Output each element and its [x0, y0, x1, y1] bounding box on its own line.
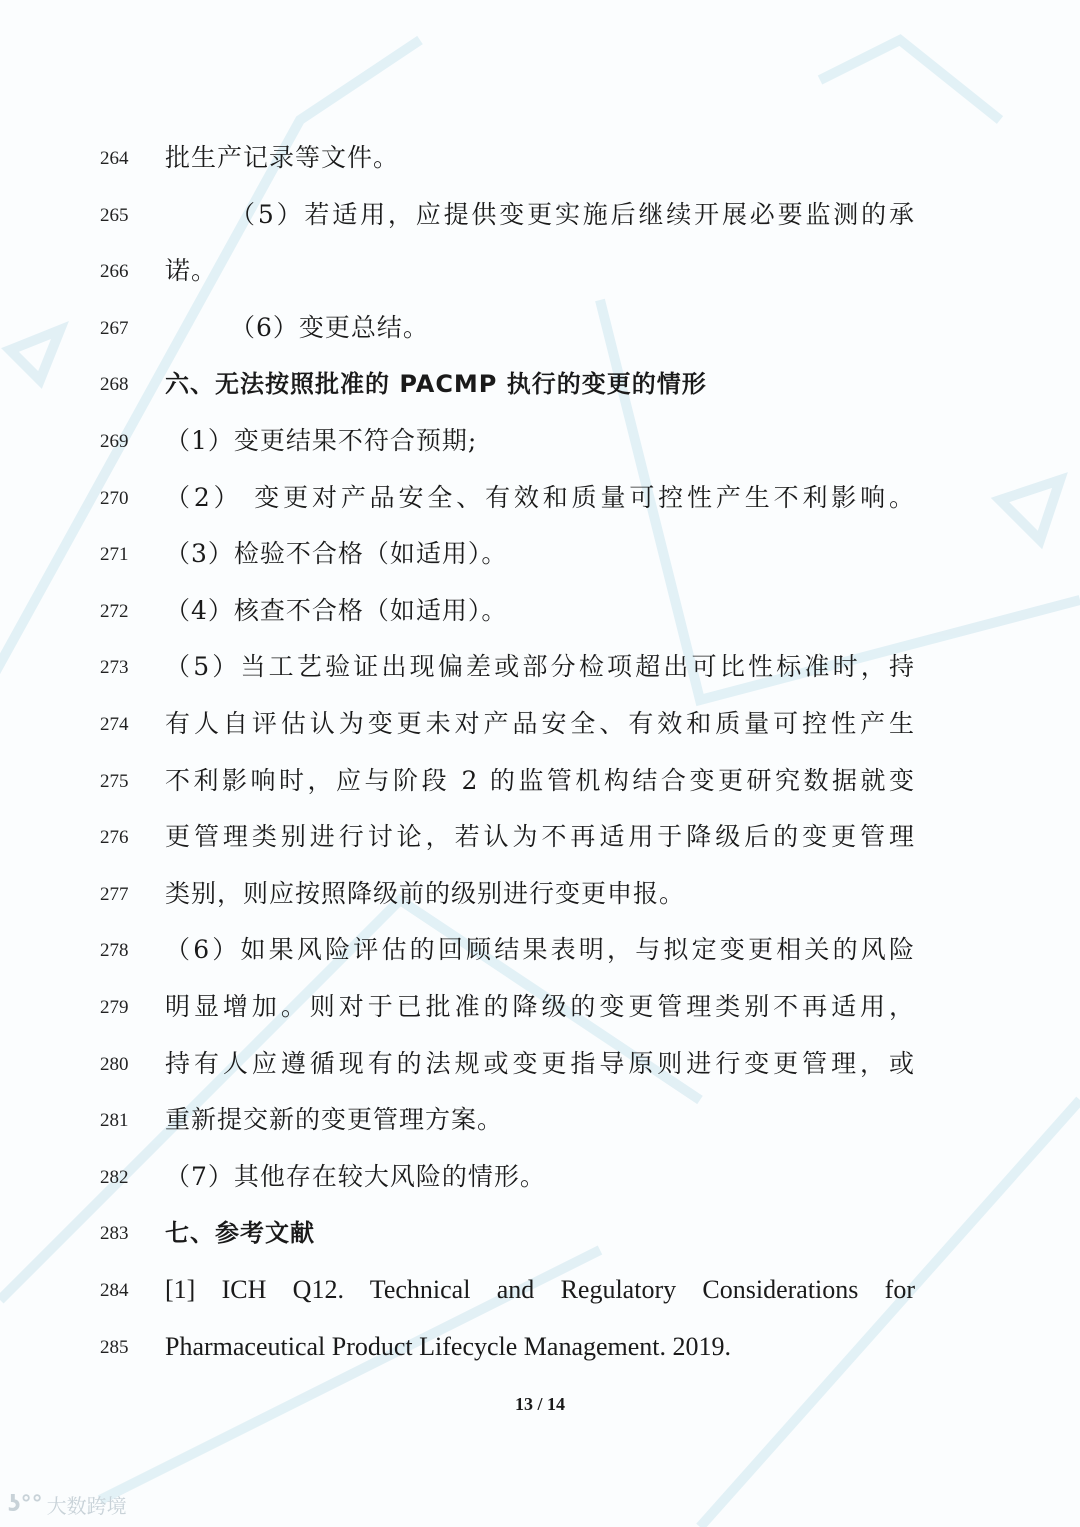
- text-line: [0, 649, 1080, 689]
- line-number: 271: [100, 544, 129, 566]
- line-text: 六、无法按照批准的 PACMP 执行的变更的情形: [165, 370, 707, 399]
- line-number: 265: [100, 204, 129, 226]
- line-number: 279: [100, 997, 129, 1018]
- line-number: 281: [100, 1110, 129, 1132]
- text-line: [0, 989, 1080, 1029]
- line-number: 273: [100, 657, 129, 679]
- line-number: 270: [100, 487, 129, 509]
- line-text: （3）检验不合格（如适用）。: [165, 539, 508, 569]
- text-line: [0, 932, 1080, 972]
- line-text: （2） 变更对产品安全、有效和质量可控性产生不利影响。: [165, 482, 915, 512]
- text-line: [0, 763, 1080, 803]
- line-number: 272: [100, 600, 129, 622]
- line-text: （1）变更结果不符合预期;: [165, 426, 478, 455]
- text-line: [0, 536, 1080, 576]
- line-text: 批生产记录等文件。: [165, 143, 400, 172]
- text-line: [0, 310, 1080, 350]
- line-text: （5）当工艺验证出现偏差或部分检项超出可比性标准时，持: [165, 652, 915, 682]
- text-line: [0, 876, 1080, 916]
- text-line: [0, 1159, 1080, 1199]
- line-number: 284: [100, 1280, 129, 1301]
- line-number: 269: [100, 431, 129, 452]
- line-text: 重新提交新的变更管理方案。: [165, 1105, 504, 1135]
- line-text: 持有人应遵循现有的法规或变更指导原则进行变更管理，或: [165, 1048, 915, 1078]
- line-text: （4）核查不合格（如适用）。: [165, 595, 508, 625]
- line-number: 277: [100, 883, 129, 905]
- line-text: 明显增加。则对于已批准的降级的变更管理类别不再适用，: [165, 992, 915, 1021]
- line-text: [1] ICH Q12. Technical and Regulatory Considerations for: [165, 1275, 915, 1304]
- text-line: [0, 140, 1080, 180]
- line-text: 不利影响时，应与阶段 2 的监管机构结合变更研究数据就变: [165, 765, 915, 795]
- section-heading-line: [0, 366, 1080, 406]
- page-number: 13 / 14: [514, 1394, 565, 1414]
- logo-icon: ʖ°°: [8, 1492, 43, 1517]
- text-line: [0, 1046, 1080, 1086]
- text-line: [0, 197, 1080, 237]
- text-line: [0, 706, 1080, 746]
- text-line: [0, 253, 1080, 293]
- text-line: [0, 480, 1080, 520]
- line-number: 267: [100, 317, 129, 339]
- text-line: [0, 1102, 1080, 1142]
- logo-text: 大数跨境: [46, 1494, 127, 1518]
- line-number: 278: [100, 940, 129, 962]
- line-text: （6）如果风险评估的回顾结果表明，与拟定变更相关的风险: [165, 935, 915, 965]
- line-number: 276: [100, 827, 129, 849]
- line-text: 更管理类别进行讨论，若认为不再适用于降级后的变更管理: [165, 822, 915, 852]
- line-number: 264: [100, 148, 129, 169]
- line-number: 280: [100, 1053, 129, 1075]
- line-number: 268: [100, 374, 129, 396]
- text-line: [0, 1329, 1080, 1369]
- text-line: [0, 423, 1080, 463]
- line-number: 266: [100, 261, 129, 283]
- line-number: 285: [100, 1336, 129, 1358]
- watermark-logo: [8, 1490, 127, 1519]
- line-text: （5）若适用，应提供变更实施后继续开展必要监测的承: [230, 199, 915, 229]
- line-text: （7）其他存在较大风险的情形。: [165, 1161, 546, 1191]
- line-text: 类别，则应按照降级前的级别进行变更申报。: [165, 878, 686, 908]
- line-number: 274: [100, 714, 129, 735]
- line-number: 275: [100, 770, 129, 792]
- text-line: [0, 1272, 1080, 1312]
- text-line: [0, 593, 1080, 633]
- line-text: 有人自评估认为变更未对产品安全、有效和质量可控性产生: [165, 709, 915, 738]
- line-text: 诺。: [165, 256, 218, 286]
- line-text: 七、参考文献: [165, 1219, 315, 1248]
- line-number: 282: [100, 1166, 129, 1188]
- text-line: [0, 819, 1080, 859]
- line-text: Pharmaceutical Product Lifecycle Management. 2019.: [165, 1331, 732, 1361]
- section-heading-line: [0, 1215, 1080, 1255]
- line-text: （6）变更总结。: [230, 312, 429, 342]
- line-number: 283: [100, 1223, 129, 1245]
